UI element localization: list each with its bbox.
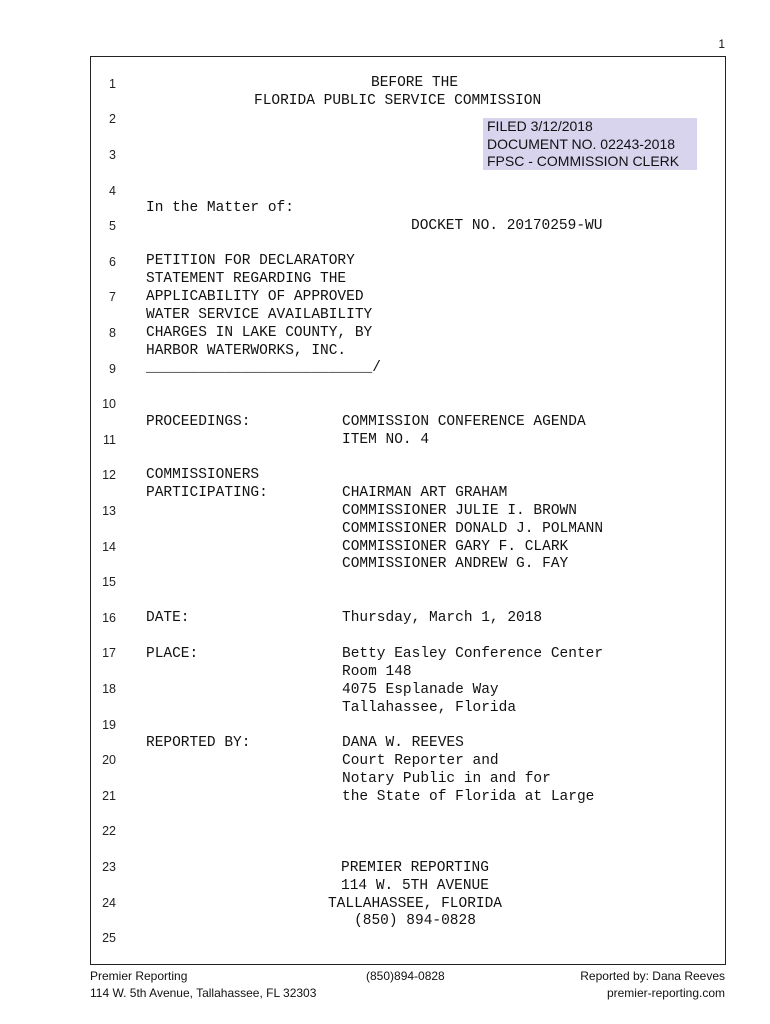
reporter-line: the State of Florida at Large	[342, 789, 595, 805]
participating-label: PARTICIPATING:	[146, 485, 268, 501]
place-line: Tallahassee, Florida	[342, 700, 517, 716]
reporter-line: Court Reporter and	[342, 753, 499, 769]
proceedings-label: PROCEEDINGS:	[146, 414, 251, 430]
caption-divider: __________________________/	[146, 360, 381, 376]
line-number: 15	[102, 575, 116, 589]
line-number: 8	[109, 326, 116, 340]
proceedings-item: ITEM NO. 4	[342, 432, 430, 448]
line-number: 11	[103, 433, 116, 447]
line-number: 23	[102, 860, 116, 874]
line-number: 19	[102, 718, 116, 732]
commissioner-name: COMMISSIONER DONALD J. POLMANN	[342, 521, 604, 537]
line-number: 10	[102, 397, 116, 411]
line-number: 4	[109, 184, 116, 198]
company-phone: (850) 894-0828	[354, 913, 476, 929]
petition-line: HARBOR WATERWORKS, INC.	[146, 343, 347, 359]
footer-address: 114 W. 5th Avenue, Tallahassee, FL 32303	[90, 986, 317, 1000]
petition-line: APPLICABILITY OF APPROVED	[146, 289, 364, 305]
filing-stamp	[483, 118, 697, 170]
line-number: 5	[109, 219, 116, 233]
commissioner-name: CHAIRMAN ART GRAHAM	[342, 485, 508, 501]
line-number: 2	[109, 112, 116, 126]
page-number: 1	[718, 37, 725, 51]
petition-line: PETITION FOR DECLARATORY	[146, 253, 355, 269]
stamp-document-number: DOCUMENT NO. 02243-2018	[487, 135, 676, 152]
footer-phone: (850)894-0828	[366, 969, 445, 983]
line-number: 9	[109, 362, 116, 376]
place-line: Room 148	[342, 664, 412, 680]
line-number: 24	[102, 896, 116, 910]
line-number: 13	[102, 504, 116, 518]
stamp-clerk: FPSC - COMMISSION CLERK	[487, 153, 680, 169]
date-value: Thursday, March 1, 2018	[342, 610, 543, 626]
company-name: PREMIER REPORTING	[341, 860, 489, 876]
place-label: PLACE:	[146, 646, 199, 662]
date-label: DATE:	[146, 610, 190, 626]
line-number: 18	[102, 682, 116, 696]
line-number: 6	[109, 255, 116, 269]
company-street: 114 W. 5TH AVENUE	[341, 878, 489, 894]
footer-reporter: Reported by: Dana Reeves	[580, 969, 725, 983]
commissioner-name: COMMISSIONER GARY F. CLARK	[342, 539, 569, 555]
footer-website: premier-reporting.com	[606, 986, 725, 1000]
line-number: 20	[102, 753, 116, 767]
reporter-line: Notary Public in and for	[342, 771, 551, 787]
matter-label: In the Matter of:	[146, 200, 294, 216]
commissioners-label: COMMISSIONERS	[146, 467, 260, 483]
proceedings-value: COMMISSION CONFERENCE AGENDA	[342, 414, 586, 430]
reported-by-label: REPORTED BY:	[146, 735, 251, 751]
header-before-the: BEFORE THE	[371, 75, 459, 91]
place-line: 4075 Esplanade Way	[342, 682, 499, 698]
line-number: 25	[102, 931, 116, 945]
line-number: 17	[102, 646, 116, 660]
line-number: 12	[102, 468, 116, 482]
line-number: 7	[109, 290, 116, 304]
line-number: 16	[102, 611, 116, 625]
line-number: 14	[102, 540, 116, 554]
line-number: 1	[109, 77, 116, 91]
petition-line: STATEMENT REGARDING THE	[146, 271, 347, 287]
footer-company: Premier Reporting	[90, 969, 188, 983]
commissioner-name: COMMISSIONER ANDREW G. FAY	[342, 556, 569, 572]
petition-line: CHARGES IN LAKE COUNTY, BY	[146, 325, 373, 341]
header-commission: FLORIDA PUBLIC SERVICE COMMISSION	[254, 93, 542, 109]
line-number: 21	[102, 789, 116, 803]
commissioner-name: COMMISSIONER JULIE I. BROWN	[342, 503, 577, 519]
company-city: TALLAHASSEE, FLORIDA	[327, 896, 503, 912]
petition-line: WATER SERVICE AVAILABILITY	[146, 307, 373, 323]
stamp-filed-date: FILED 3/12/2018	[487, 118, 593, 134]
docket-number: DOCKET NO. 20170259-WU	[411, 218, 603, 234]
place-line: Betty Easley Conference Center	[342, 646, 604, 662]
reporter-line: DANA W. REEVES	[342, 735, 464, 751]
line-number: 22	[102, 824, 116, 838]
line-number: 3	[109, 148, 116, 162]
